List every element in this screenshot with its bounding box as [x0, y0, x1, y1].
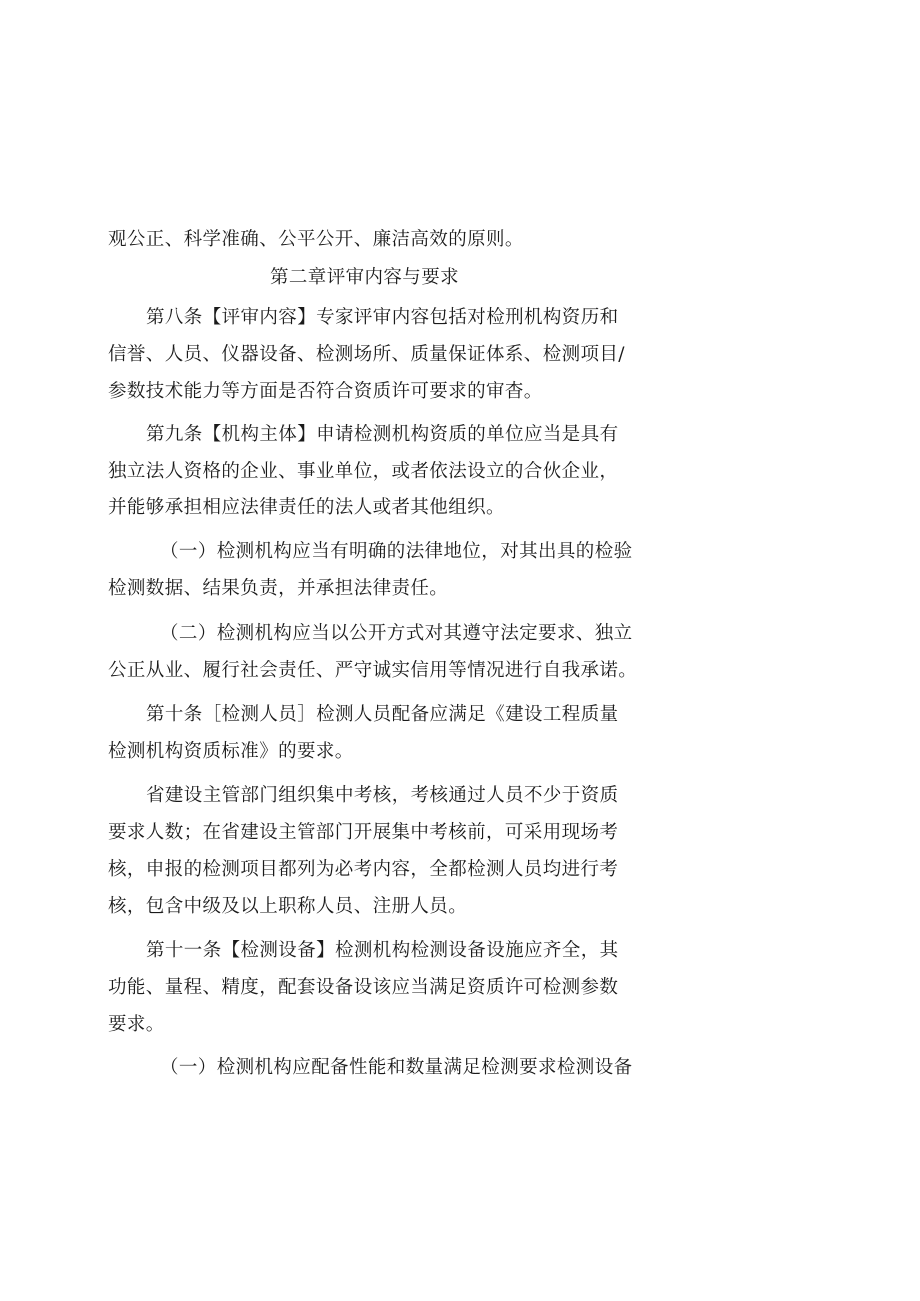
article-9-line: 并能够承担相应法律责任的法人或者其他组织。 — [108, 497, 505, 518]
article-11-line: 要求。 — [108, 1014, 165, 1035]
paragraph-line: 核，包含中级及以上职称人员、注册人员。 — [108, 896, 468, 917]
clause-2-line: （二）检测机构应当以公开方式对其遵守法定要求、独立 — [160, 623, 633, 644]
article-10-line: 第十条［检测人员］检测人员配备应满足《建设工程质量 — [146, 704, 619, 725]
article-11-line: 功能、量程、精度，配套设备设该应当满足资质许可检测参数 — [108, 977, 619, 998]
article-11-line: 第十一条【检测设备】检测机构检测设备设施应齐全，其 — [146, 940, 619, 961]
clause-2-line: 公正从业、履行社会责任、严守诚实信用等情况进行自我承诺。 — [108, 660, 638, 681]
clause-1-line: （一）检测机构应当有明确的法律地位，对其出具的检验 — [160, 541, 633, 562]
article-8-line: 参数技术能力等方面是否符合资质许可要求的审杳。 — [108, 381, 543, 402]
paragraph-line: 核，申报的检测项目都列为必考内容，全都检测人员均进行考 — [108, 859, 619, 880]
text-line: 观公正、科学准确、公平公开、廉洁高效的原则。 — [108, 229, 524, 250]
article-8-line: 第八条【评审内容】专家评审内容包括对检刑机构资历和 — [146, 307, 619, 328]
article-9-line: 独立法人资格的企业、事业单位，或者依法设立的合伙企业， — [108, 461, 619, 482]
clause-1-line: （一）检测机构应配备性能和数量满足检测要求检测设备 — [160, 1057, 633, 1078]
article-9-line: 第九条【机构主体】申请检测机构资质的单位应当是具有 — [146, 424, 619, 445]
clause-1-line: 检测数据、结果负责，并承担法律责任。 — [108, 578, 449, 599]
chapter-heading: 第二章评审内容与要求 — [270, 267, 460, 288]
article-8-line: 信誉、人员、仪器设备、检测场所、质量保证体系、检测项目/ — [108, 344, 625, 365]
paragraph-line: 省建设主管部门组织集中考核，考核通过人员不少于资质 — [146, 785, 619, 806]
paragraph-line: 要求人数；在省建设主管部门开展集中考核前，可采用现场考 — [108, 822, 619, 843]
article-10-line: 检测机构资质标准》的要求。 — [108, 741, 354, 762]
